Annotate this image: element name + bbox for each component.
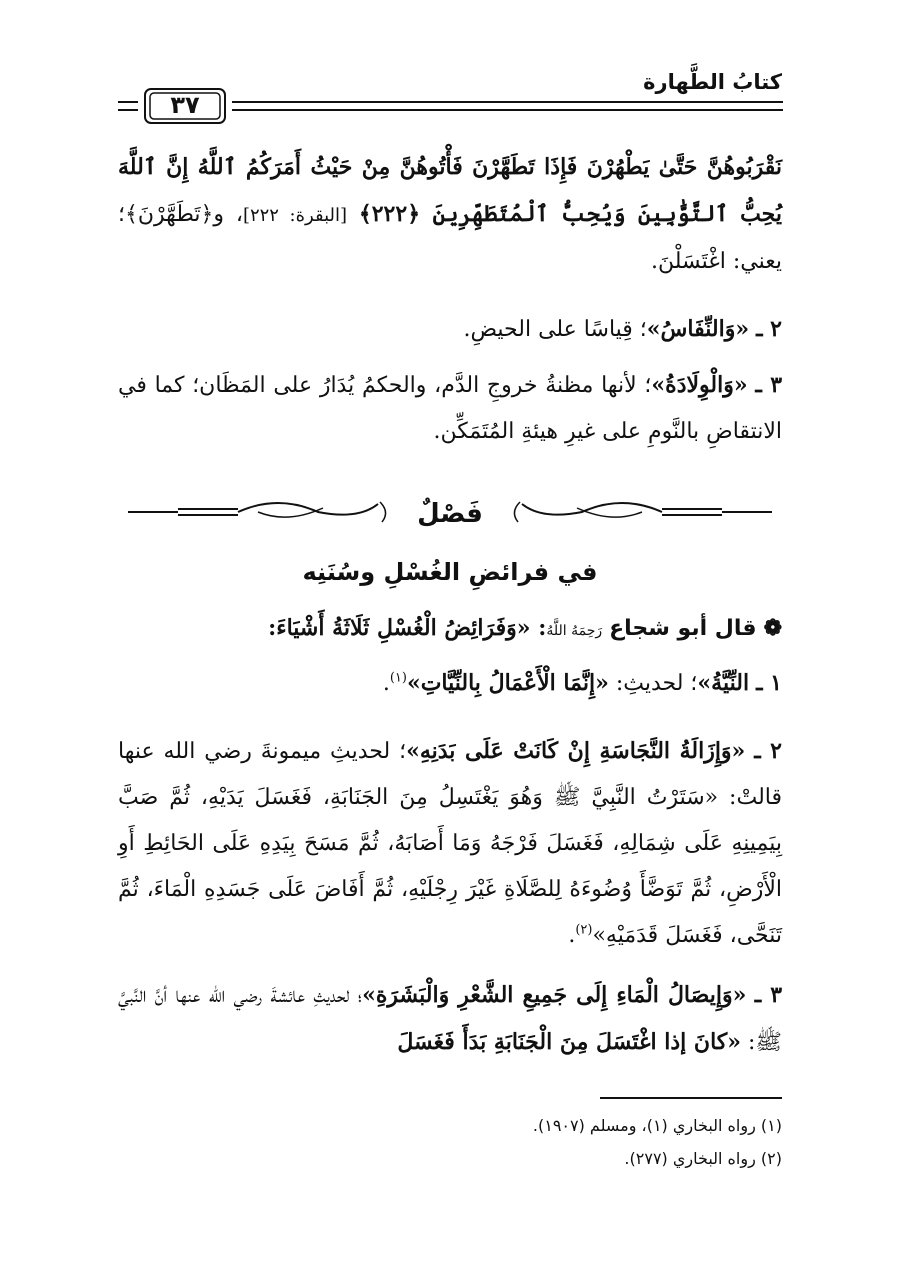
item-najasah xyxy=(118,728,782,959)
item-text: ؛ لحديثِ: xyxy=(608,671,698,696)
hadith-text: «إِنَّمَا الْأَعْمَالُ بِالنِّيَّاتِ» xyxy=(406,670,609,696)
footnote-2: (٢) رواه البخاري (٢٧٧). xyxy=(624,1149,782,1168)
matn-intro xyxy=(118,605,782,654)
fasl-word: فَصْلٌ xyxy=(417,499,483,529)
footnote-separator xyxy=(600,1097,782,1099)
author-name: قال أبو شجاع xyxy=(609,616,757,641)
item-isal xyxy=(118,972,782,1066)
footnote-ref: (١) xyxy=(389,670,407,686)
item-text: ؛ لحديثِ عائشةَ رضي الله عنها أنَّ النَّبيَّ ﷺ: xyxy=(118,983,782,1055)
footnote-1: (١) رواه البخاري (١)، ومسلم (١٩٠٧). xyxy=(532,1116,782,1135)
item-nifas xyxy=(118,306,782,353)
item-term: «وَالْوِلَادَةُ» xyxy=(651,372,748,398)
quran-paragraph xyxy=(118,144,782,285)
quran-line-2: ٱلتَّوَّٰبِينَ وَيُحِبُّ ٱلْمُتَطَهِّرِينَ ﴿٢٢٢﴾ xyxy=(358,201,729,227)
item-term: «وَالنِّفَاسُ» xyxy=(646,316,750,342)
item-number: ٣ ـ xyxy=(754,982,783,1008)
quran-line-1: نَقْرَبُوهُنَّ حَتَّىٰ يَطْهُرْنَ فَإِذَا تَطَهَّرْنَ فَأْتُوهُنَّ مِنْ حَيْثُ أَمَرَكُمُ ٱللَّهُ إِنَّ ٱللَّهَ يُحِبُّ xyxy=(118,154,783,227)
item-text: ؛ لأنها مظنةُ خروجِ الدَّم، والحكمُ يُدَارُ على المَظَان؛ كما في الانتقاضِ بالنَّومِ على غيرِ هيئةِ المُتَمَكِّن. xyxy=(118,373,782,444)
quran-reference: [البقرة: ٢٢٢] xyxy=(242,205,348,226)
running-head-title: كتابُ الطَّهارة xyxy=(643,70,782,94)
item-end: . xyxy=(382,671,390,696)
item-text: ؛ قِياسًا على الحيضِ. xyxy=(463,317,647,342)
matn-quote: : «وَفَرَائِضُ الْغُسْلِ ثَلَاثَةُ أَشْيَاءَ: xyxy=(268,615,547,641)
item-number: ٢ ـ xyxy=(754,738,782,764)
item-term: النِّيَّةُ» xyxy=(697,670,750,696)
item-term: «وَإِزَالَةُ النَّجَاسَةِ إِنْ كَانَتْ عَلَى بَدَنِهِ» xyxy=(406,738,746,764)
page-number: ٣٧ xyxy=(170,91,200,119)
item-wiladah xyxy=(118,362,782,455)
flower-icon: ❁ xyxy=(763,615,782,641)
item-end: . xyxy=(568,923,576,948)
item-term: «وَإِيصَالُ الْمَاءِ إِلَى جَمِيعِ الشَّعْرِ وَالْبَشَرَةِ» xyxy=(362,982,747,1008)
footnote-ref: (٢) xyxy=(575,922,593,938)
item-number: ٢ ـ xyxy=(756,316,782,342)
item-number: ١ ـ xyxy=(756,670,782,696)
item-niyyah xyxy=(118,660,782,707)
hadith-text: «كانَ إذا اغْتَسَلَ مِنَ الْجَنَابَةِ بَدَأَ فَغَسَلَ xyxy=(397,1029,742,1055)
section-title: في فرائضِ الغُسْلِ وسُنَنِه xyxy=(302,558,598,586)
item-number: ٣ ـ xyxy=(755,372,783,398)
quran-tail: ، و﴿تَطَهَّرْنَ﴾؛ يعني: اغْتَسَلْنَ. xyxy=(118,202,782,274)
item-text: ؛ لحديثِ ميمونةَ رضي الله عنها قالتْ: «سَتَرْتُ النَّبِيَّ ﷺ وَهُوَ يَغْتَسِلُ مِنَ الجَنَابَةِ، فَغَسَلَ يَدَيْهِ، ثُمَّ صَبَّ بِيَمِينِهِ عَلَى شِمَالِهِ، فَغَسَلَ فَرْجَهُ وَمَا أَصَابَهُ، ثُمَّ مَسَحَ بِيَدِهِ عَلَى الحَائِطِ أَوِ الْأَرْضِ، ثُمَّ تَوَضَّأَ وُضُوءَهُ لِلصَّلَاةِ غَيْرَ رِجْلَيْهِ، ثُمَّ أَفَاضَ عَلَى جَسَدِهِ الْمَاءَ، ثُمَّ تَنَحَّى، فَغَسَلَ قَدَمَيْهِ» xyxy=(118,739,782,948)
honorific: رَحِمَهُ اللَّهُ xyxy=(546,623,603,639)
fasl-heading xyxy=(118,490,782,538)
